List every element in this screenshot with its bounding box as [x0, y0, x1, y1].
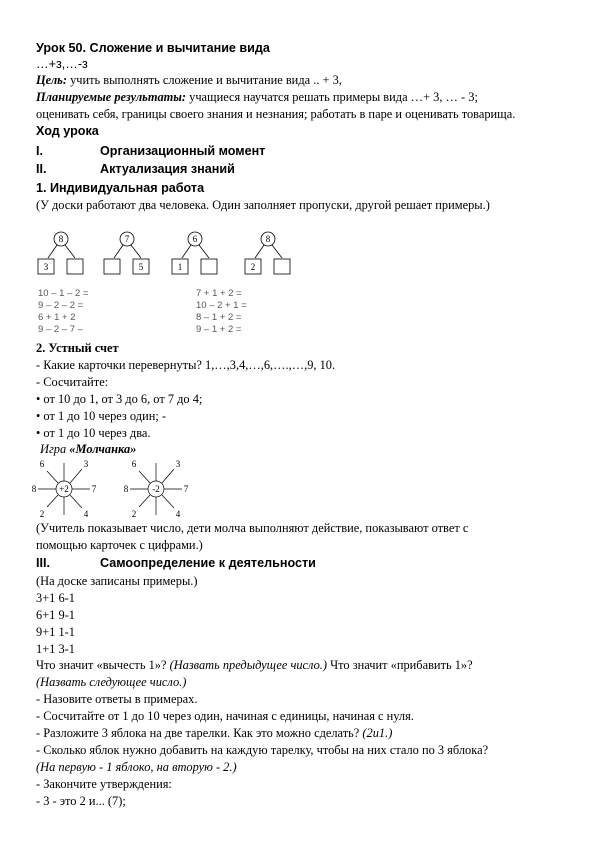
goal-line: [36, 72, 342, 88]
question-add: Что значит «прибавить 1»?: [327, 658, 473, 672]
game-note: (Учитель показывает число, дети молча выполняют действие, показывают ответ с: [36, 521, 469, 535]
star1-number: 8: [31, 484, 37, 494]
game-prefix: Игра: [40, 442, 70, 456]
tree2-top-number: 7: [124, 234, 130, 244]
tree3-left-number: 1: [177, 262, 183, 272]
left-example: 9 – 2 – 2 =: [38, 300, 84, 311]
star2-number: 7: [183, 484, 189, 494]
goal-text: учить выполнять сложение и вычитание вида .. + 3,: [66, 73, 342, 87]
lesson-title-continued: …+з,…-з: [36, 57, 88, 71]
answer-add: (Назвать следующее число.): [36, 675, 187, 689]
right-example: 9 – 1 + 2 =: [196, 324, 242, 335]
question-subtract: Что значит «вычесть 1»?: [36, 658, 170, 672]
plates-text: - Разложите 3 яблока на две тарелки. Как это можно сделать?: [36, 726, 363, 740]
game-name: «Молчанка»: [69, 442, 137, 456]
star2-number: 4: [175, 509, 181, 519]
lesson-title: Урок 50. Сложение и вычитание вида: [36, 41, 270, 55]
game-stars-figure: [30, 455, 190, 523]
left-example: 9 – 2 – 7 –: [38, 324, 83, 335]
plates-answer: (2и1.): [362, 726, 393, 740]
results-label: Планируемые результаты:: [36, 90, 187, 104]
board-intro: (На доске записаны примеры.): [36, 574, 198, 588]
game-note: помощью карточек с цифрами.): [36, 538, 203, 552]
finish-line: - Закончите утверждения:: [36, 777, 172, 791]
question-line: [36, 657, 473, 673]
plates-line: [36, 725, 392, 741]
goal-label: Цель:: [36, 73, 67, 87]
board-row: 3+1 6-1: [36, 591, 75, 605]
star1-center: +2: [59, 484, 69, 494]
number-trees-svg: [30, 226, 310, 336]
section1-title: Организационный момент: [100, 144, 266, 158]
right-example: 7 + 1 + 2 =: [196, 288, 242, 299]
right-example: 8 – 1 + 2 =: [196, 312, 242, 323]
task1-title: 1. Индивидуальная работа: [36, 181, 205, 195]
number-trees-figure: [30, 226, 310, 336]
tree4-top-number: 8: [265, 234, 271, 244]
task2-line: • от 1 до 10 через один; -: [36, 409, 166, 423]
left-example: 10 – 1 – 2 =: [38, 288, 89, 299]
section1-number: I.: [36, 144, 43, 158]
right-example: 10 – 2 + 1 =: [196, 300, 247, 311]
tree1-top-number: 8: [58, 234, 64, 244]
task2-line: - Какие карточки перевернуты? 1,…,3,4,…,6,….,…,9, 10.: [36, 358, 336, 372]
tree1-left-number: 3: [43, 262, 49, 272]
star1-number: 7: [91, 484, 97, 494]
section3-number: III.: [36, 556, 50, 570]
star2-number: 3: [175, 459, 181, 469]
task-line: - Сосчитайте от 1 до 10 через один, начиная с единицы, начиная с нуля.: [36, 709, 414, 723]
task-line: - Назовите ответы в примерах.: [36, 692, 198, 706]
star2-number: 8: [123, 484, 129, 494]
tree4-left-number: 2: [250, 262, 256, 272]
star1-number: 4: [83, 509, 89, 519]
board-row: 9+1 1-1: [36, 625, 75, 639]
task1-note: (У доски работают два человека. Один заполняет пропуски, другой решает примеры.): [36, 198, 490, 212]
tree2-right-number: 5: [138, 262, 144, 272]
task2-line: - Сосчитайте:: [36, 375, 109, 389]
tree3-top-number: 6: [192, 234, 198, 244]
results-line-2: оценивать себя, границы своего знания и незнания; работать в паре и оценивать товарища.: [36, 107, 516, 121]
section3-title: Самоопределение к деятельности: [100, 556, 316, 570]
lesson-heading: Ход урока: [36, 124, 99, 138]
task2-title: 2. Устный счет: [36, 341, 119, 355]
apples-question: - Сколько яблок нужно добавить на каждую тарелку, чтобы на них стало по 3 яблока?: [36, 743, 489, 757]
answer-subtract: (Назвать предыдущее число.): [169, 658, 328, 672]
left-example: 6 + 1 + 2: [38, 312, 76, 323]
star1-number: 3: [83, 459, 89, 469]
section2-title: Актуализация знаний: [100, 162, 235, 176]
task2-line: • от 10 до 1, от 3 до 6, от 7 до 4;: [36, 392, 203, 406]
board-row: 1+1 3-1: [36, 642, 75, 656]
apples-answer: (На первую - 1 яблоко, на вторую - 2.): [36, 760, 237, 774]
star2-number: 2: [131, 509, 137, 519]
section2-number: II.: [36, 162, 47, 176]
star1-number: 6: [39, 459, 45, 469]
task2-line: • от 1 до 10 через два.: [36, 426, 151, 440]
results-text: учащиеся научатся решать примеры вида …+ 3, … - 3;: [186, 90, 478, 104]
finish-line: - 3 - это 2 и... (7);: [36, 794, 126, 808]
star2-center: -2: [152, 484, 160, 494]
game-stars-svg: [30, 455, 190, 523]
results-line: [36, 89, 478, 105]
star1-number: 2: [39, 509, 45, 519]
star2-number: 6: [131, 459, 137, 469]
board-row: 6+1 9-1: [36, 608, 75, 622]
